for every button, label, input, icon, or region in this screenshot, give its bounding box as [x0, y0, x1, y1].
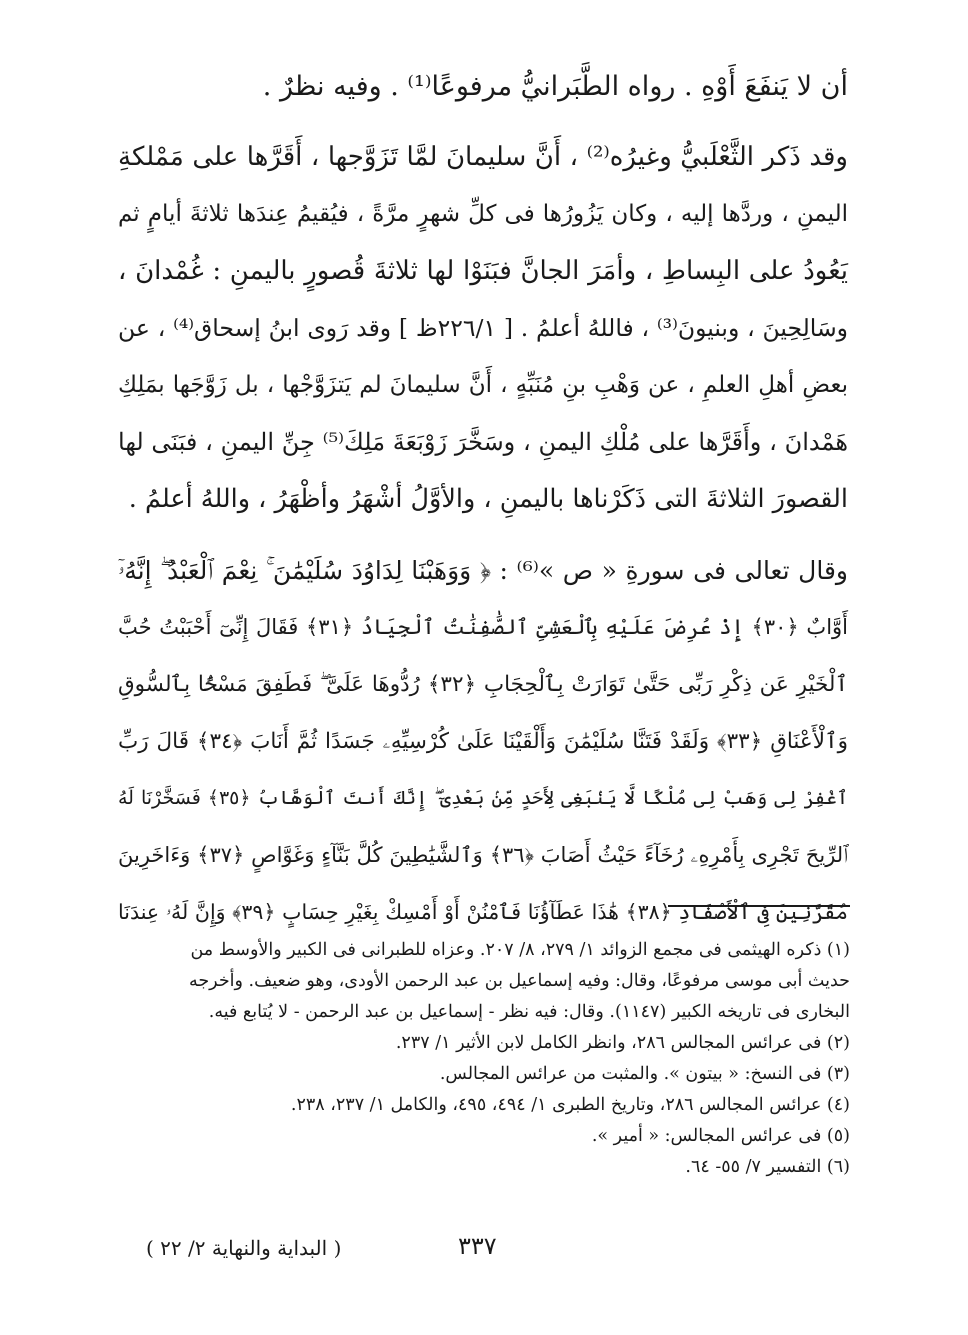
quran-line: وَٱلْأَعْنَاقِ ﴿٣٣﴾ وَلَقَدْ فَتَنَّا سُلَيْمَٰنَ وَأَلْقَيْنَا عَلَىٰ كُرْسِيِّهِۦ جَسَدًا ثُمَّ أَنَابَ ﴿٣٤﴾ قَالَ رَبِّ [118, 729, 848, 754]
footnote-line: (٤) عرائس المجالس ٢٨٦، وتاريخ الطبرى ١/ ٤٩٤، ٤٩٥، والكامل ١/ ٢٣٧، ٢٣٨. [290, 1095, 850, 1115]
quran-line: مُقَرَّنِينَ فِى ٱلْأَصْفَادِ ﴿٣٨﴾ هَٰذَا عَطَآؤُنَا فَٱمْنُنْ أَوْ أَمْسِكْ بِغَيْرِ حِسَابٍ ﴿٣٩﴾ وَإِنَّ لَهُۥ عِندَنَا [118, 900, 848, 924]
footnote-line: (٦) التفسير ٧/ ٥٥- ٦٤. [685, 1157, 850, 1177]
footnote-divider [668, 905, 850, 907]
body-line: وقد ذَكر الثَّعْلَبيُّ وغيرُه⁽²⁾ ، أَنَّ سليمانَ لمَّا تَزَوَّجها ، أَقَرَّها على مَمْلكةِ [118, 142, 848, 172]
quran-line: وقال تعالى فى سورةِ « ص »⁽⁶⁾ : ﴿ وَوَهَبْنَا لِدَاوُدَ سُلَيْمَٰنَ ۚ نِعْمَ ٱلْعَبْدُ ۖ إِنَّهُۥٓ [118, 556, 848, 585]
paragraph-gap [118, 528, 848, 542]
quran-line: ٱلْخَيْرِ عَن ذِكْرِ رَبِّى حَتَّىٰ تَوَارَتْ بِٱلْحِجَابِ ﴿٣٢﴾ رُدُّوهَا عَلَىَّ ۖ فَطَفِقَ مَسْحًۢا بِٱلسُّوقِ [118, 672, 848, 697]
footnote-line: حديث أبى موسى مرفوعًا، وقال: وفيه إسماعيل بن عبد الرحمن الأودى، وهو ضعيف. وأخرجه [188, 971, 850, 991]
footnote-line: (٥) فى عرائس المجالس: « أمير ». [591, 1126, 850, 1146]
footnote-line: (١) ذكره الهيثمى فى مجمع الزوائد ١/ ٢٧٩، ٨/ ٢٠٧. وعزاه للطبرانى فى الكبير والأوسط من [190, 940, 850, 960]
paragraph-gap [118, 115, 848, 129]
body-line: اليمنِ ، وردَّها إليه ، وكان يَزُورُها فى كلِّ شهرٍ مرَّةً ، فيُقيمُ عِندَها ثلاثةَ أيامٍ ثم [118, 201, 848, 227]
quran-line: ٱغْفِرْ لِى وَهَبْ لِى مُلْكًا لَّا يَنۢبَغِى لِأَحَدٍ مِّنۢ بَعْدِىٓ ۖ إِنَّكَ أَنتَ ٱلْوَهَّابُ ﴿٣٥﴾ فَسَخَّرْنَا لَهُ [118, 787, 849, 809]
body-line: القصورَ الثلاثةَ التى ذَكَرْناها باليمنِ ، والأوَّلُ أشْهَرُ وأظْهَرُ ، واللهُ أعلمُ . [128, 484, 848, 514]
page-number: ٣٣٧ [458, 1232, 497, 1260]
footnote-line: (٣) فى النسخ: « بيتون ». والمثبت من عرائس المجالس. [439, 1064, 850, 1084]
footnote-line: (٢) فى عرائس المجالس ٢٨٦، وانظر الكامل لابن الأثير ١/ ٢٣٧. [395, 1033, 850, 1053]
footnote-line: البخارى فى تاريخه الكبير (١١٤٧). وقال: فيه نظر - إسماعيل بن عبد الرحمن - لا يُتابع فيه. [208, 1002, 850, 1022]
main-text-block [118, 58, 848, 941]
body-line: وسَالِحِينَ ، وبنيونَ⁽³⁾ ، فاللهُ أعلمُ . [ ٢٢٦/١ظ ] وقد رَوى ابنُ إسحاق⁽⁴⁾ ، عن [118, 314, 848, 342]
quran-line: ٱلرِّيحَ تَجْرِى بِأَمْرِهِۦ رُخَآءً حَيْثُ أَصَابَ ﴿٣٦﴾ وَٱلشَّيَٰطِينَ كُلَّ بَنَّآءٍ وَغَوَّاصٍ ﴿٣٧﴾ وَءَاخَرِينَ [118, 843, 848, 867]
body-line: هَمْدانَ ، وأَقَرَّها على مُلْكِ اليمنِ ، وسَخَّرَ زَوْبَعَةَ مَلِكَ⁽⁵⁾ جِنِّ اليمنِ ، فبَنَى لها [118, 428, 849, 456]
footnotes-block [120, 935, 850, 1183]
body-line: بعضِ أهلِ العلمِ ، عن وَهْبِ بنِ مُنَبِّهٍ ، أَنَّ سليمانَ لم يَتزَوَّجْها ، بل زَوَّجَها بمَلِكِ [118, 372, 848, 398]
quran-line: أَوَّابٌ ﴿٣٠﴾ إِذْ عُرِضَ عَلَيْهِ بِٱلْعَشِىِّ ٱلصَّٰفِنَٰتُ ٱلْجِيَادُ ﴿٣١﴾ فَقَالَ إِنِّىٓ أَحْبَبْتُ حُبَّ [118, 615, 848, 639]
body-line: أن لا يَنفَعَ أَوْهِ . رواه الطَّبَرانيُّ مرفوعًا⁽¹⁾ . وفيه نظرٌ . [262, 71, 848, 102]
body-line: يَعُودُ على البِساطِ ، وأمَرَ الجانَّ فبَنَوْا لها ثلاثةَ قُصورٍ باليمنِ : غُمْدانَ ، [118, 256, 848, 286]
running-footer: ( البداية والنهاية ٢/ ٢٢ ) [146, 1236, 342, 1260]
